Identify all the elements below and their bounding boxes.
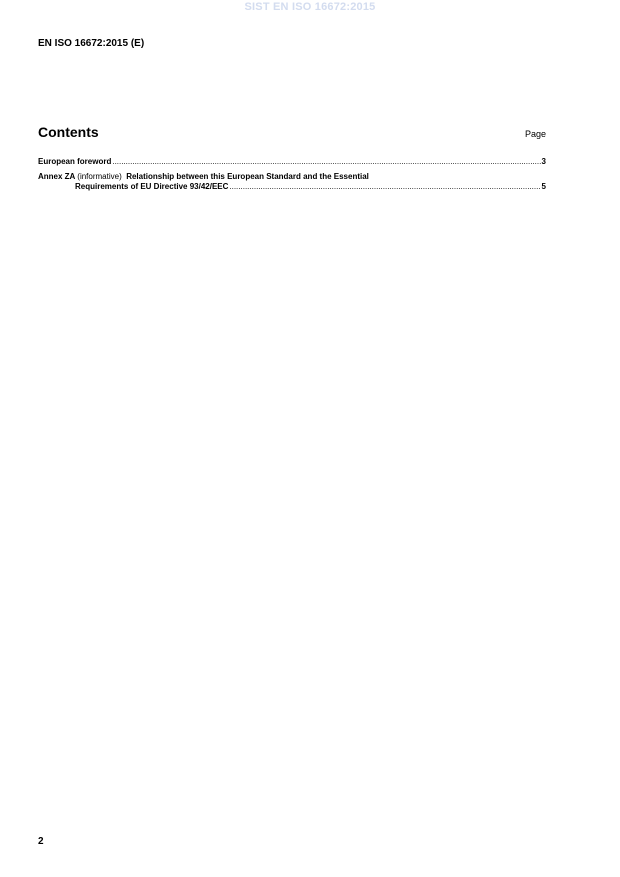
annex-qualifier: (informative) <box>77 172 122 181</box>
dot-leader <box>229 182 540 192</box>
toc-entry-annex-za[interactable] <box>38 172 546 192</box>
annex-prefix: Annex ZA <box>38 172 76 181</box>
toc-entry-page: 5 <box>541 182 546 191</box>
toc-entry-title: Relationship between this European Standard and the Essential <box>126 172 369 181</box>
toc-entry-foreword[interactable] <box>38 157 546 167</box>
watermark: SIST EN ISO 16672:2015 <box>244 1 376 13</box>
contents-header <box>38 124 546 140</box>
contents-title: Contents <box>38 124 99 140</box>
toc-entry-page: 3 <box>541 157 546 166</box>
toc-line <box>38 157 546 167</box>
document-id: EN ISO 16672:2015 (E) <box>38 38 145 49</box>
table-of-contents <box>38 157 546 197</box>
toc-line <box>38 172 546 182</box>
page-column-label: Page <box>524 129 546 139</box>
toc-entry-title-continued: Requirements of EU Directive 93/42/EEC <box>75 182 229 191</box>
toc-entry-title: European foreword <box>38 157 112 166</box>
page-number: 2 <box>38 836 44 847</box>
dot-leader <box>112 157 540 167</box>
toc-line-continuation <box>38 182 546 192</box>
